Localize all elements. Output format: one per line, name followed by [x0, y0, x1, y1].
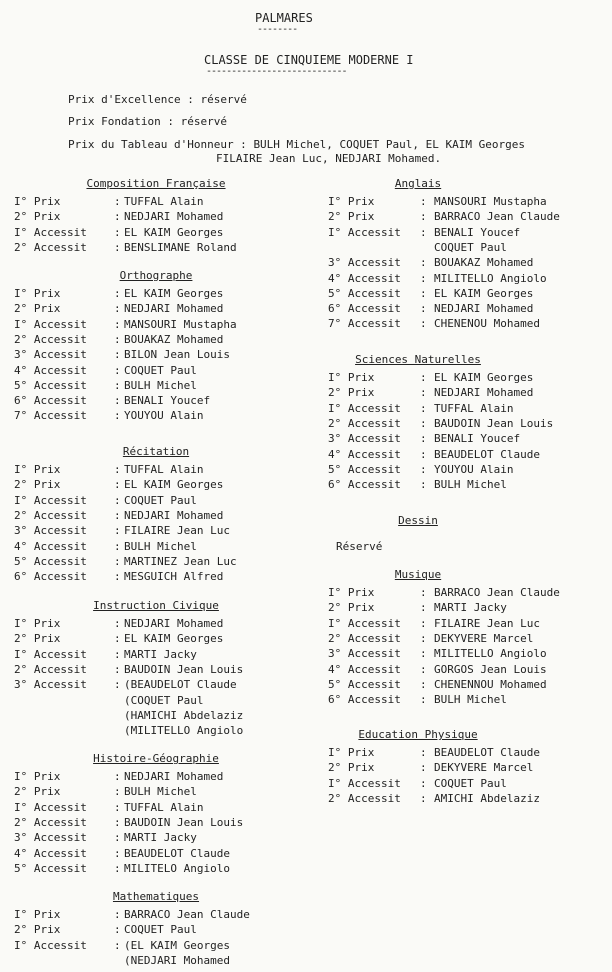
- award-name: NEDJARI Mohamed: [434, 302, 534, 316]
- award-rank: 4° Accessit: [328, 271, 401, 285]
- award-colon: :: [114, 554, 121, 568]
- award-colon: :: [420, 478, 427, 492]
- award-colon: :: [420, 693, 427, 707]
- award-colon: :: [114, 409, 121, 423]
- award-colon: :: [114, 394, 121, 408]
- award-colon: :: [420, 462, 427, 476]
- award-rank: 2° Prix: [14, 785, 61, 799]
- award-colon: :: [420, 601, 427, 615]
- award-name: COQUET Paul: [124, 363, 197, 377]
- award-name: EL KAIM Georges: [124, 287, 224, 300]
- award-colon: :: [420, 776, 427, 790]
- award-rank: I° Accessit: [14, 493, 87, 507]
- award-colon: :: [114, 332, 121, 346]
- award-rank: 2° Accessit: [14, 815, 87, 829]
- prize-value: réservé: [200, 93, 247, 106]
- award-rank: 6° Accessit: [328, 693, 401, 707]
- section-title: Musique: [394, 568, 442, 581]
- award-rank: 6° Accessit: [328, 302, 401, 316]
- prize-label: Prix d'Excellence :: [68, 93, 194, 106]
- award-name: CHENENNOU Mohamed: [434, 677, 547, 691]
- award-colon: :: [114, 861, 121, 875]
- award-rank: 7° Accessit: [14, 409, 87, 423]
- award-rank: I° Accessit: [14, 317, 87, 331]
- award-colon: :: [420, 401, 427, 415]
- award-name: MILITELLO Angiolo: [434, 647, 547, 661]
- award-name: BAUDOIN Jean Louis: [124, 815, 244, 829]
- award-name: BENALI Youcef: [124, 394, 211, 408]
- award-colon: :: [420, 447, 427, 461]
- award-name: BILON Jean Louis: [124, 348, 230, 362]
- award-rank: 2° Accessit: [328, 416, 401, 430]
- prize-value: réservé: [180, 115, 227, 128]
- award-colon: :: [114, 678, 121, 692]
- award-colon: :: [114, 846, 121, 860]
- award-colon: :: [114, 785, 121, 799]
- award-rank: 3° Accessit: [328, 647, 401, 661]
- award-colon: :: [114, 662, 121, 676]
- award-rank: I° Prix: [328, 746, 375, 759]
- award-colon: :: [114, 287, 121, 300]
- award-name: (HAMICHI Abdelaziz: [124, 708, 244, 722]
- award-colon: :: [420, 302, 427, 316]
- award-name: FILAIRE Jean Luc: [124, 524, 230, 538]
- award-rank: 3° Accessit: [328, 256, 401, 270]
- award-name: EL KAIM Georges: [124, 225, 224, 239]
- award-rank: I° Accessit: [14, 225, 87, 239]
- award-name: MARTI Jacky: [434, 601, 507, 615]
- award-colon: :: [420, 256, 427, 270]
- class-underline: ----------------------------: [206, 66, 347, 77]
- award-rank: I° Prix: [328, 195, 375, 208]
- award-name: BARRACO Jean Claude: [434, 210, 560, 224]
- award-name: MILITELO Angiolo: [124, 861, 230, 875]
- award-rank: 5° Accessit: [14, 378, 87, 392]
- award-colon: :: [420, 317, 427, 331]
- award-rank: I° Prix: [14, 287, 61, 300]
- award-rank: 5° Accessit: [328, 677, 401, 691]
- section-text: Réservé: [336, 540, 383, 553]
- award-colon: :: [420, 631, 427, 645]
- award-rank: I° Accessit: [328, 225, 401, 239]
- award-name: FILAIRE Jean Luc: [434, 616, 540, 630]
- award-colon: :: [420, 586, 427, 599]
- prize-value: BULH Michel, COQUET Paul, EL KAIM Georges: [253, 138, 525, 151]
- award-rank: 2° Accessit: [14, 332, 87, 346]
- award-name: MANSOURI Mustapha: [434, 195, 547, 208]
- award-rank: I° Accessit: [328, 401, 401, 415]
- award-name: YOUYOU Alain: [434, 462, 514, 476]
- award-name: BULH Michel: [434, 478, 507, 492]
- award-name: TUFFAL Alain: [124, 800, 204, 814]
- award-rank: 2° Prix: [14, 302, 61, 316]
- award-name: BEAUDELOT Claude: [434, 746, 540, 759]
- award-colon: :: [114, 524, 121, 538]
- award-colon: :: [114, 815, 121, 829]
- section-title: Anglais: [394, 177, 442, 190]
- award-rank: 4° Accessit: [14, 363, 87, 377]
- award-name: MESGUICH Alfred: [124, 570, 224, 584]
- award-rank: I° Prix: [14, 770, 61, 783]
- award-colon: :: [420, 432, 427, 446]
- award-colon: :: [420, 647, 427, 661]
- section-title: Dessin: [398, 514, 438, 527]
- award-rank: 2° Prix: [14, 923, 61, 937]
- prize-label: Prix Fondation :: [68, 115, 174, 128]
- title-underline: --------: [257, 24, 298, 35]
- award-rank: 5° Accessit: [14, 554, 87, 568]
- award-rank: 6° Accessit: [14, 570, 87, 584]
- award-name: BEAUDELOT Claude: [124, 846, 230, 860]
- award-rank: 2° Prix: [328, 601, 375, 615]
- award-name: TUFFAL Alain: [434, 401, 514, 415]
- award-rank: I° Accessit: [14, 800, 87, 814]
- award-colon: :: [114, 923, 121, 937]
- award-colon: :: [420, 416, 427, 430]
- award-name: GORGOS Jean Louis: [434, 662, 547, 676]
- award-rank: I° Accessit: [328, 776, 401, 790]
- award-rank: 6° Accessit: [328, 478, 401, 492]
- section-title: Orthographe: [119, 269, 193, 282]
- award-name: COQUET Paul: [124, 493, 197, 507]
- section-title: Histoire-Géographie: [93, 752, 219, 765]
- award-colon: :: [420, 761, 427, 775]
- award-name: (MILITELLO Angiolo: [124, 724, 244, 738]
- award-rank: I° Prix: [328, 586, 375, 599]
- award-name: AMICHI Abdelaziz: [434, 791, 540, 805]
- award-name: BULH Michel: [434, 693, 507, 707]
- honneur-continuation: FILAIRE Jean Luc, NEDJARI Mohamed.: [216, 152, 442, 165]
- award-rank: I° Accessit: [328, 616, 401, 630]
- award-name: BENALI Youcef: [434, 432, 521, 446]
- award-colon: :: [114, 240, 121, 254]
- award-colon: :: [114, 570, 121, 584]
- award-rank: I° Prix: [14, 195, 61, 208]
- award-colon: :: [114, 908, 121, 921]
- award-name: DEKYVERE Marcel: [434, 631, 534, 645]
- award-name: BENALI Youcef: [434, 225, 521, 239]
- award-name: BARRACO Jean Claude: [434, 586, 560, 599]
- award-name: BOUAKAZ Mohamed: [434, 256, 534, 270]
- award-name: BULH Michel: [124, 378, 197, 392]
- award-name: (BEAUDELOT Claude: [124, 678, 237, 692]
- award-rank: 2° Prix: [328, 210, 375, 224]
- section-title: Composition Française: [86, 177, 226, 190]
- award-colon: :: [114, 210, 121, 224]
- award-rank: 2° Prix: [328, 761, 375, 775]
- award-colon: :: [420, 371, 427, 384]
- award-rank: 2° Accessit: [14, 508, 87, 522]
- award-colon: :: [420, 210, 427, 224]
- award-name: EL KAIM Georges: [124, 632, 224, 646]
- section-title: Sciences Naturelles: [355, 353, 481, 366]
- award-rank: I° Prix: [14, 463, 61, 476]
- prize-label: Prix du Tableau d'Honneur :: [68, 138, 247, 151]
- award-name: CHENENOU Mohamed: [434, 317, 540, 331]
- award-rank: 2° Accessit: [328, 791, 401, 805]
- award-colon: :: [114, 617, 121, 630]
- award-colon: :: [114, 800, 121, 814]
- award-rank: 2° Accessit: [14, 240, 87, 254]
- award-name: DEKYVERE Marcel: [434, 761, 534, 775]
- award-colon: :: [114, 478, 121, 492]
- award-name: COQUET Paul: [434, 240, 507, 254]
- award-rank: 4° Accessit: [14, 539, 87, 553]
- award-name: (COQUET Paul: [124, 693, 204, 707]
- award-name: BENSLIMANE Roland: [124, 240, 237, 254]
- award-rank: 3° Accessit: [328, 432, 401, 446]
- award-rank: 2° Prix: [14, 478, 61, 492]
- award-name: MARTI Jacky: [124, 647, 197, 661]
- award-name: NEDJARI Mohamed: [124, 508, 224, 522]
- award-name: YOUYOU Alain: [124, 409, 204, 423]
- award-colon: :: [114, 493, 121, 507]
- award-colon: :: [420, 195, 427, 208]
- award-rank: 2° Prix: [14, 632, 61, 646]
- award-name: MANSOURI Mustapha: [124, 317, 237, 331]
- award-name: TUFFAL Alain: [124, 463, 204, 476]
- award-colon: :: [114, 195, 121, 208]
- award-rank: I° Accessit: [14, 647, 87, 661]
- award-rank: 3° Accessit: [14, 678, 87, 692]
- section-title: Récitation: [122, 445, 190, 458]
- award-rank: 3° Accessit: [14, 831, 87, 845]
- award-rank: I° Prix: [14, 908, 61, 921]
- award-rank: 4° Accessit: [14, 846, 87, 860]
- award-colon: :: [114, 225, 121, 239]
- award-name: NEDJARI Mohamed: [124, 302, 224, 316]
- award-colon: :: [114, 363, 121, 377]
- award-colon: :: [114, 770, 121, 783]
- award-name: MILITELLO Angiolo: [434, 271, 547, 285]
- award-colon: :: [114, 632, 121, 646]
- section-title: Education Physique: [358, 728, 478, 741]
- award-name: EL KAIM Georges: [124, 478, 224, 492]
- award-rank: 2° Accessit: [328, 631, 401, 645]
- award-rank: 6° Accessit: [14, 394, 87, 408]
- page-title: PALMARES: [255, 11, 313, 25]
- award-rank: I° Prix: [328, 371, 375, 384]
- award-colon: :: [420, 225, 427, 239]
- award-name: (EL KAIM Georges: [124, 938, 230, 952]
- award-colon: :: [420, 662, 427, 676]
- award-name: BARRACO Jean Claude: [124, 908, 250, 921]
- award-rank: 2° Prix: [14, 210, 61, 224]
- award-rank: 3° Accessit: [14, 524, 87, 538]
- award-colon: :: [420, 616, 427, 630]
- award-name: (NEDJARI Mohamed: [124, 953, 230, 967]
- award-colon: :: [114, 647, 121, 661]
- award-colon: :: [114, 508, 121, 522]
- award-name: BULH Michel: [124, 539, 197, 553]
- prize-excellence: [68, 92, 247, 107]
- award-name: BULH Michel: [124, 785, 197, 799]
- award-rank: 2° Accessit: [14, 662, 87, 676]
- award-colon: :: [420, 286, 427, 300]
- section-title: Mathematiques: [112, 890, 200, 903]
- award-name: EL KAIM Georges: [434, 371, 534, 384]
- award-colon: :: [420, 791, 427, 805]
- award-name: COQUET Paul: [434, 776, 507, 790]
- award-name: BAUDOIN Jean Louis: [124, 662, 244, 676]
- award-name: BEAUDELOT Claude: [434, 447, 540, 461]
- award-name: MARTINEZ Jean Luc: [124, 554, 237, 568]
- award-rank: 2° Prix: [328, 386, 375, 400]
- award-rank: 7° Accessit: [328, 317, 401, 331]
- award-rank: 4° Accessit: [328, 447, 401, 461]
- award-colon: :: [114, 938, 121, 952]
- award-rank: 5° Accessit: [14, 861, 87, 875]
- award-colon: :: [420, 386, 427, 400]
- award-colon: :: [114, 539, 121, 553]
- award-name: NEDJARI Mohamed: [434, 386, 534, 400]
- award-rank: 5° Accessit: [328, 286, 401, 300]
- award-colon: :: [114, 463, 121, 476]
- section-title: Instruction Civique: [93, 599, 219, 612]
- award-name: BAUDOIN Jean Louis: [434, 416, 554, 430]
- award-colon: :: [420, 746, 427, 759]
- award-name: TUFFAL Alain: [124, 195, 204, 208]
- award-colon: :: [114, 302, 121, 316]
- award-name: MARTI Jacky: [124, 831, 197, 845]
- award-name: BOUAKAZ Mohamed: [124, 332, 224, 346]
- award-colon: :: [114, 317, 121, 331]
- award-rank: 3° Accessit: [14, 348, 87, 362]
- award-colon: :: [420, 271, 427, 285]
- award-rank: I° Prix: [14, 617, 61, 630]
- award-name: NEDJARI Mohamed: [124, 617, 224, 630]
- award-colon: :: [114, 348, 121, 362]
- award-rank: 4° Accessit: [328, 662, 401, 676]
- class-name: CLASSE DE CINQUIEME MODERNE I: [204, 53, 414, 67]
- prize-tableau-honneur: [68, 137, 525, 152]
- award-name: EL KAIM Georges: [434, 286, 534, 300]
- award-name: COQUET Paul: [124, 923, 197, 937]
- award-name: NEDJARI Mohamed: [124, 770, 224, 783]
- award-colon: :: [114, 378, 121, 392]
- award-colon: :: [420, 677, 427, 691]
- award-name: NEDJARI Mohamed: [124, 210, 224, 224]
- award-rank: 5° Accessit: [328, 462, 401, 476]
- award-colon: :: [114, 831, 121, 845]
- prize-fondation: [68, 114, 227, 129]
- award-rank: I° Accessit: [14, 938, 87, 952]
